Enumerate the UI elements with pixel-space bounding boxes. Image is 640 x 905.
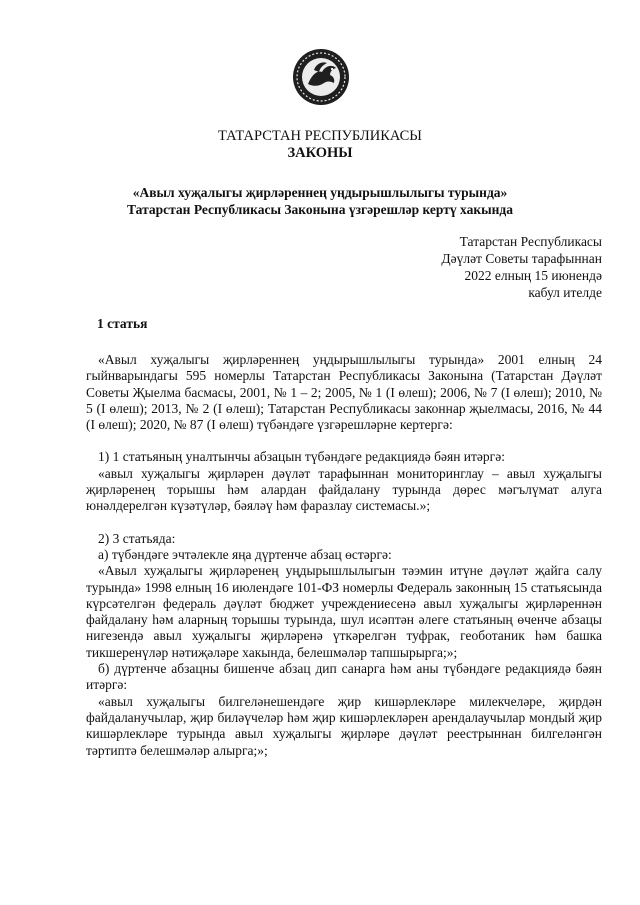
adoption-line-3: 2022 елның 15 июнендә: [464, 268, 602, 283]
article-intro: «Авыл хуҗалыгы җирләреннең уңдырышлылыгы турында» 2001 елның 24 гыйнварындагы 595 номерлы Татарстан Республикасы Законына (Татарстан Дәүләт Советы Җыелма басмасы, 2001, № 1 – 2; 2005, № 1 (I өлеш); 2006, № 7 (I өлеш); 2010, № 5 (I өлеш); 2013, № 2 (I өлеш); Татарстан Республикасы законнар җыелмасы, 2016, № 44 (I өлеш); 2020, № 87 (I өлеш) түбәндәге үзгәрешләрне кертергә:: [86, 352, 602, 433]
adoption-note: [441, 233, 602, 301]
article-body: [86, 352, 602, 759]
adoption-line-2: Дәүләт Советы тарафыннан: [441, 251, 602, 266]
law-title: [60, 184, 580, 218]
item-2a-text: «Авыл хуҗалыгы җирләренең уңдырышлылыгын тәэмин итүне дәүләт җайга салу турында» 1998 елның 16 июлендәге 101-ФЗ номерлы Федераль законның 15 статьясында күрсәтелгән федераль дәүләт бюджет учреждениесенә авыл хуҗалыгы җирләреннән файдалану һәм аларның торышы турында, шул исәптән әлеге статьяның өченче абзацы нигезендә авыл хуҗалыгы җирләренә үткәрелгән туфрак, геоботаник һәм башка тикшеренүләр нәтиҗәләре хакында, белешмәләр тапшырырга;»;: [86, 563, 602, 660]
item-1: 1) 1 статьяның уналтынчы абзацын түбәндәге редакциядә бәян итәргә:: [98, 449, 505, 465]
coat-of-arms-icon: [292, 48, 350, 106]
article-heading: 1 статья: [97, 316, 148, 331]
item-1-text: «авыл хуҗалыгы җирләрен дәүләт тарафыннан мониторинглау – авыл хуҗалыгы җирләренең торышы һәм алардан файдалану турында дөрес мәгълүмат алуга юнәлдерелгән күзәтүләр, бәяләү һәм фаразлау системасы.»;: [86, 465, 602, 514]
republic-heading: ТАТАРСТАН РЕСПУБЛИКАСЫ: [218, 128, 422, 144]
adoption-line-1: Татарстан Республикасы: [459, 234, 602, 249]
law-title-line-2: Татарстан Республикасы Законына үзгәрешләр кертү хакында: [127, 202, 513, 217]
law-heading: ЗАКОНЫ: [287, 145, 353, 161]
item-2b: б) дүртенче абзацны бишенче абзац дип санарга һәм аны түбәндәге редакциядә бәян итәргә:: [86, 661, 602, 693]
adoption-line-4: кабул ителде: [528, 285, 602, 300]
item-2a: а) түбәндәге эчтәлекле яңа дүртенче абзац өстәргә:: [98, 546, 392, 562]
item-2b-text: «авыл хуҗалыгы билгеләнешендәге җир кишәрлекләре милекчеләре, җирдән файдаланучылар, җир биләүчеләр һәм җир кишәрлекләрен арендалаучылар мондый җир кишәрлекләре турында авыл хуҗалыгы җирләре дәүләт реестрыннан билгеләнгән тәртиптә белешмәләр алырга;»;: [86, 693, 602, 758]
law-title-line-1: «Авыл хуҗалыгы җирләреннең уңдырышлылыгы турында»: [132, 185, 508, 200]
item-2: 2) 3 статьяда:: [98, 530, 176, 546]
